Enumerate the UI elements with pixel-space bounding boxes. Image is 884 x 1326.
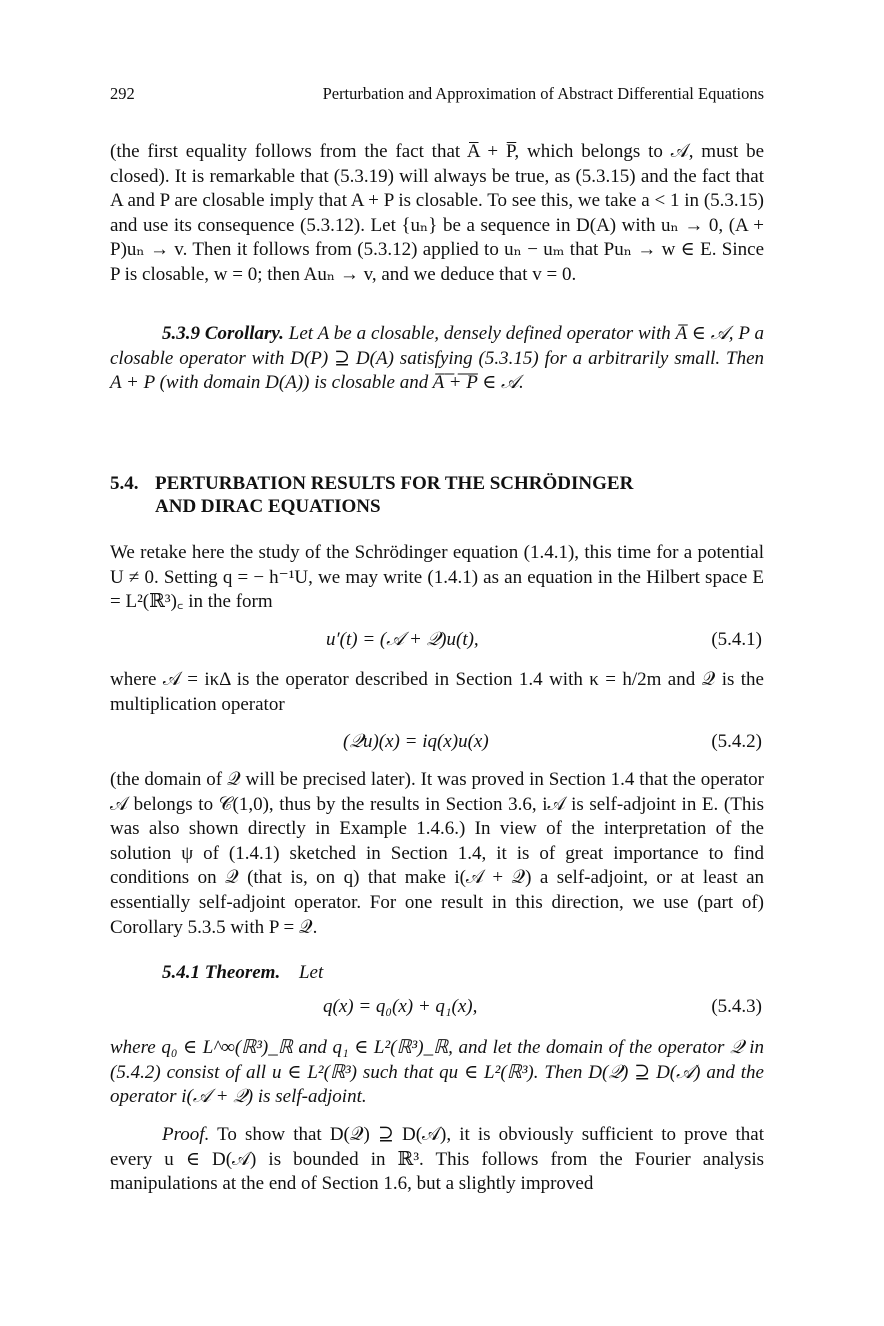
section-title-continued: AND DIRAC EQUATIONS: [155, 496, 381, 517]
text-line: We retake here the study of the Schrödinger equation (1.4.1), this time for a: [110, 542, 693, 563]
corollary-text: A̅ ∈ 𝒜, P a closable operator with D(P) ⊇ D(A) satisfying (5.3.15) for a: [110, 323, 764, 369]
equation-5-4-1: [110, 629, 764, 655]
theorem-label: 5.4.1 Theorem.: [162, 962, 281, 983]
text-line: applied to uₙ − uₘ that Puₙ → w ∈ E. Since P is closable, w = 0; then: [110, 239, 765, 285]
paragraph-closability: [110, 140, 764, 288]
equation-number: (5.4.2): [711, 731, 762, 752]
text-line: self-adjoint in E. (This was also shown directly in Example 1.4.6.) In view of: [110, 793, 764, 840]
theorem-lead: Let: [298, 962, 324, 983]
text-line: great importance to find conditions on 𝒬 (that is, on q) that make i(𝒜 + 𝒬): [110, 842, 765, 889]
corollary-label: 5.3.9 Corollary.: [162, 323, 284, 344]
paragraph-schrodinger: [110, 541, 764, 615]
text-line: Auₙ → v, and we deduce that v = 0.: [303, 263, 577, 285]
page-header: [110, 84, 764, 108]
theorem-text: and the operator i(𝒜 + 𝒬) is self-adjoint.: [110, 1061, 764, 1108]
text-line: must be closed). It is remarkable that (5.3.19) will always be true, as (5.3.15): [110, 141, 764, 187]
text-line: potential U ≠ 0. Setting q = − h⁻¹U, we may write (1.4.1) as an equation in: [110, 542, 765, 588]
section-number: 5.4.: [110, 473, 139, 494]
proof-text: prove that every u ∈ D(𝒜) is bounded in ℝ³. This follows from the Fourier: [110, 1124, 765, 1170]
proof-text: analysis manipulations at the end of Section 1.6, but a slightly improved: [110, 1148, 765, 1195]
equation-number: (5.4.3): [711, 996, 762, 1017]
text-line: (the first equality follows from the fact that A̅ + P̅, which belongs to 𝒜,: [110, 141, 694, 162]
text-line: the interpretation of the solution ψ of (1.4.1) sketched in Section 1.4, it is of: [110, 818, 764, 864]
paragraph-operator-a: [110, 668, 764, 717]
equation-body: u′(t) = (𝒜 + 𝒬)u(t),: [326, 629, 479, 650]
text-line: and the fact that A and P are closable imply that A + P is closable. To see: [110, 165, 765, 212]
section-heading: [110, 472, 633, 518]
theorem-text: in (5.4.2) consist of all u ∈ L²(ℝ³) such that qu ∈ L²(ℝ³). Then D(𝒬) ⊇ D(𝒜): [110, 1037, 765, 1083]
equation-body: (𝒬u)(x) = iq(x)u(x): [343, 731, 489, 752]
text-line: this, we take a < 1 in (5.3.15) and use its consequence (5.3.12). Let {uₙ} be a: [110, 190, 765, 236]
text-line: where 𝒜 = iκΔ is the operator described in Section 1.4 with κ = h/2m and 𝒬: [110, 669, 716, 690]
text-line: sequence in D(A) with uₙ → 0, (A + P)uₙ → v. Then it follows from (5.3.12): [110, 214, 765, 261]
text-line: is the multiplication operator: [110, 669, 764, 715]
equation-5-4-3: [110, 996, 764, 1022]
running-title: Perturbation and Approximation of Abstract Differential Equations: [322, 84, 764, 103]
section-title: PERTURBATION RESULTS FOR THE SCHRÖDINGER: [155, 473, 634, 494]
corollary-text: Let A be a closable, densely defined operator with: [288, 323, 671, 344]
proof-label: Proof.: [162, 1124, 210, 1145]
corollary-5-3-9: [110, 322, 764, 396]
text-line: a self-adjoint, or at least an essentially self-adjoint operator. For one result: [110, 867, 764, 913]
corollary-text: arbitrarily small. Then A + P (with domain D(A)) is closable and A̅ ̅+̅ ̅P̅ ∈ 𝒜.: [110, 347, 765, 394]
equation-body: q(x) = q₀(x) + q₁(x),: [323, 996, 478, 1017]
text-line: in this direction, we use (part of) Corollary 5.3.5 with P = 𝒬.: [110, 891, 765, 938]
theorem-5-4-1-text: [110, 1036, 764, 1110]
text-line: (the domain of 𝒬 will be precised later). It was proved in Section 1.4 that the: [110, 769, 696, 790]
text-line: operator 𝒜 belongs to 𝒞(1,0), thus by the results in Section 3.6, i𝒜 is: [110, 769, 764, 815]
proof: [110, 1123, 764, 1197]
theorem-text: where q₀ ∈ L^∞(ℝ³)_ℝ and q₁ ∈ L²(ℝ³)_ℝ, and let the domain of the operator 𝒬: [110, 1037, 744, 1058]
page-number: 292: [110, 84, 135, 103]
proof-text: To show that D(𝒬) ⊇ D(𝒜), it is obviously sufficient to: [217, 1124, 677, 1145]
text-line: the Hilbert space E = L²(ℝ³)꜀ in the form: [110, 566, 765, 613]
theorem-5-4-1-heading: [110, 961, 764, 986]
equation-number: (5.4.1): [711, 629, 762, 650]
equation-5-4-2: [110, 731, 764, 757]
paragraph-self-adjoint: [110, 768, 764, 940]
